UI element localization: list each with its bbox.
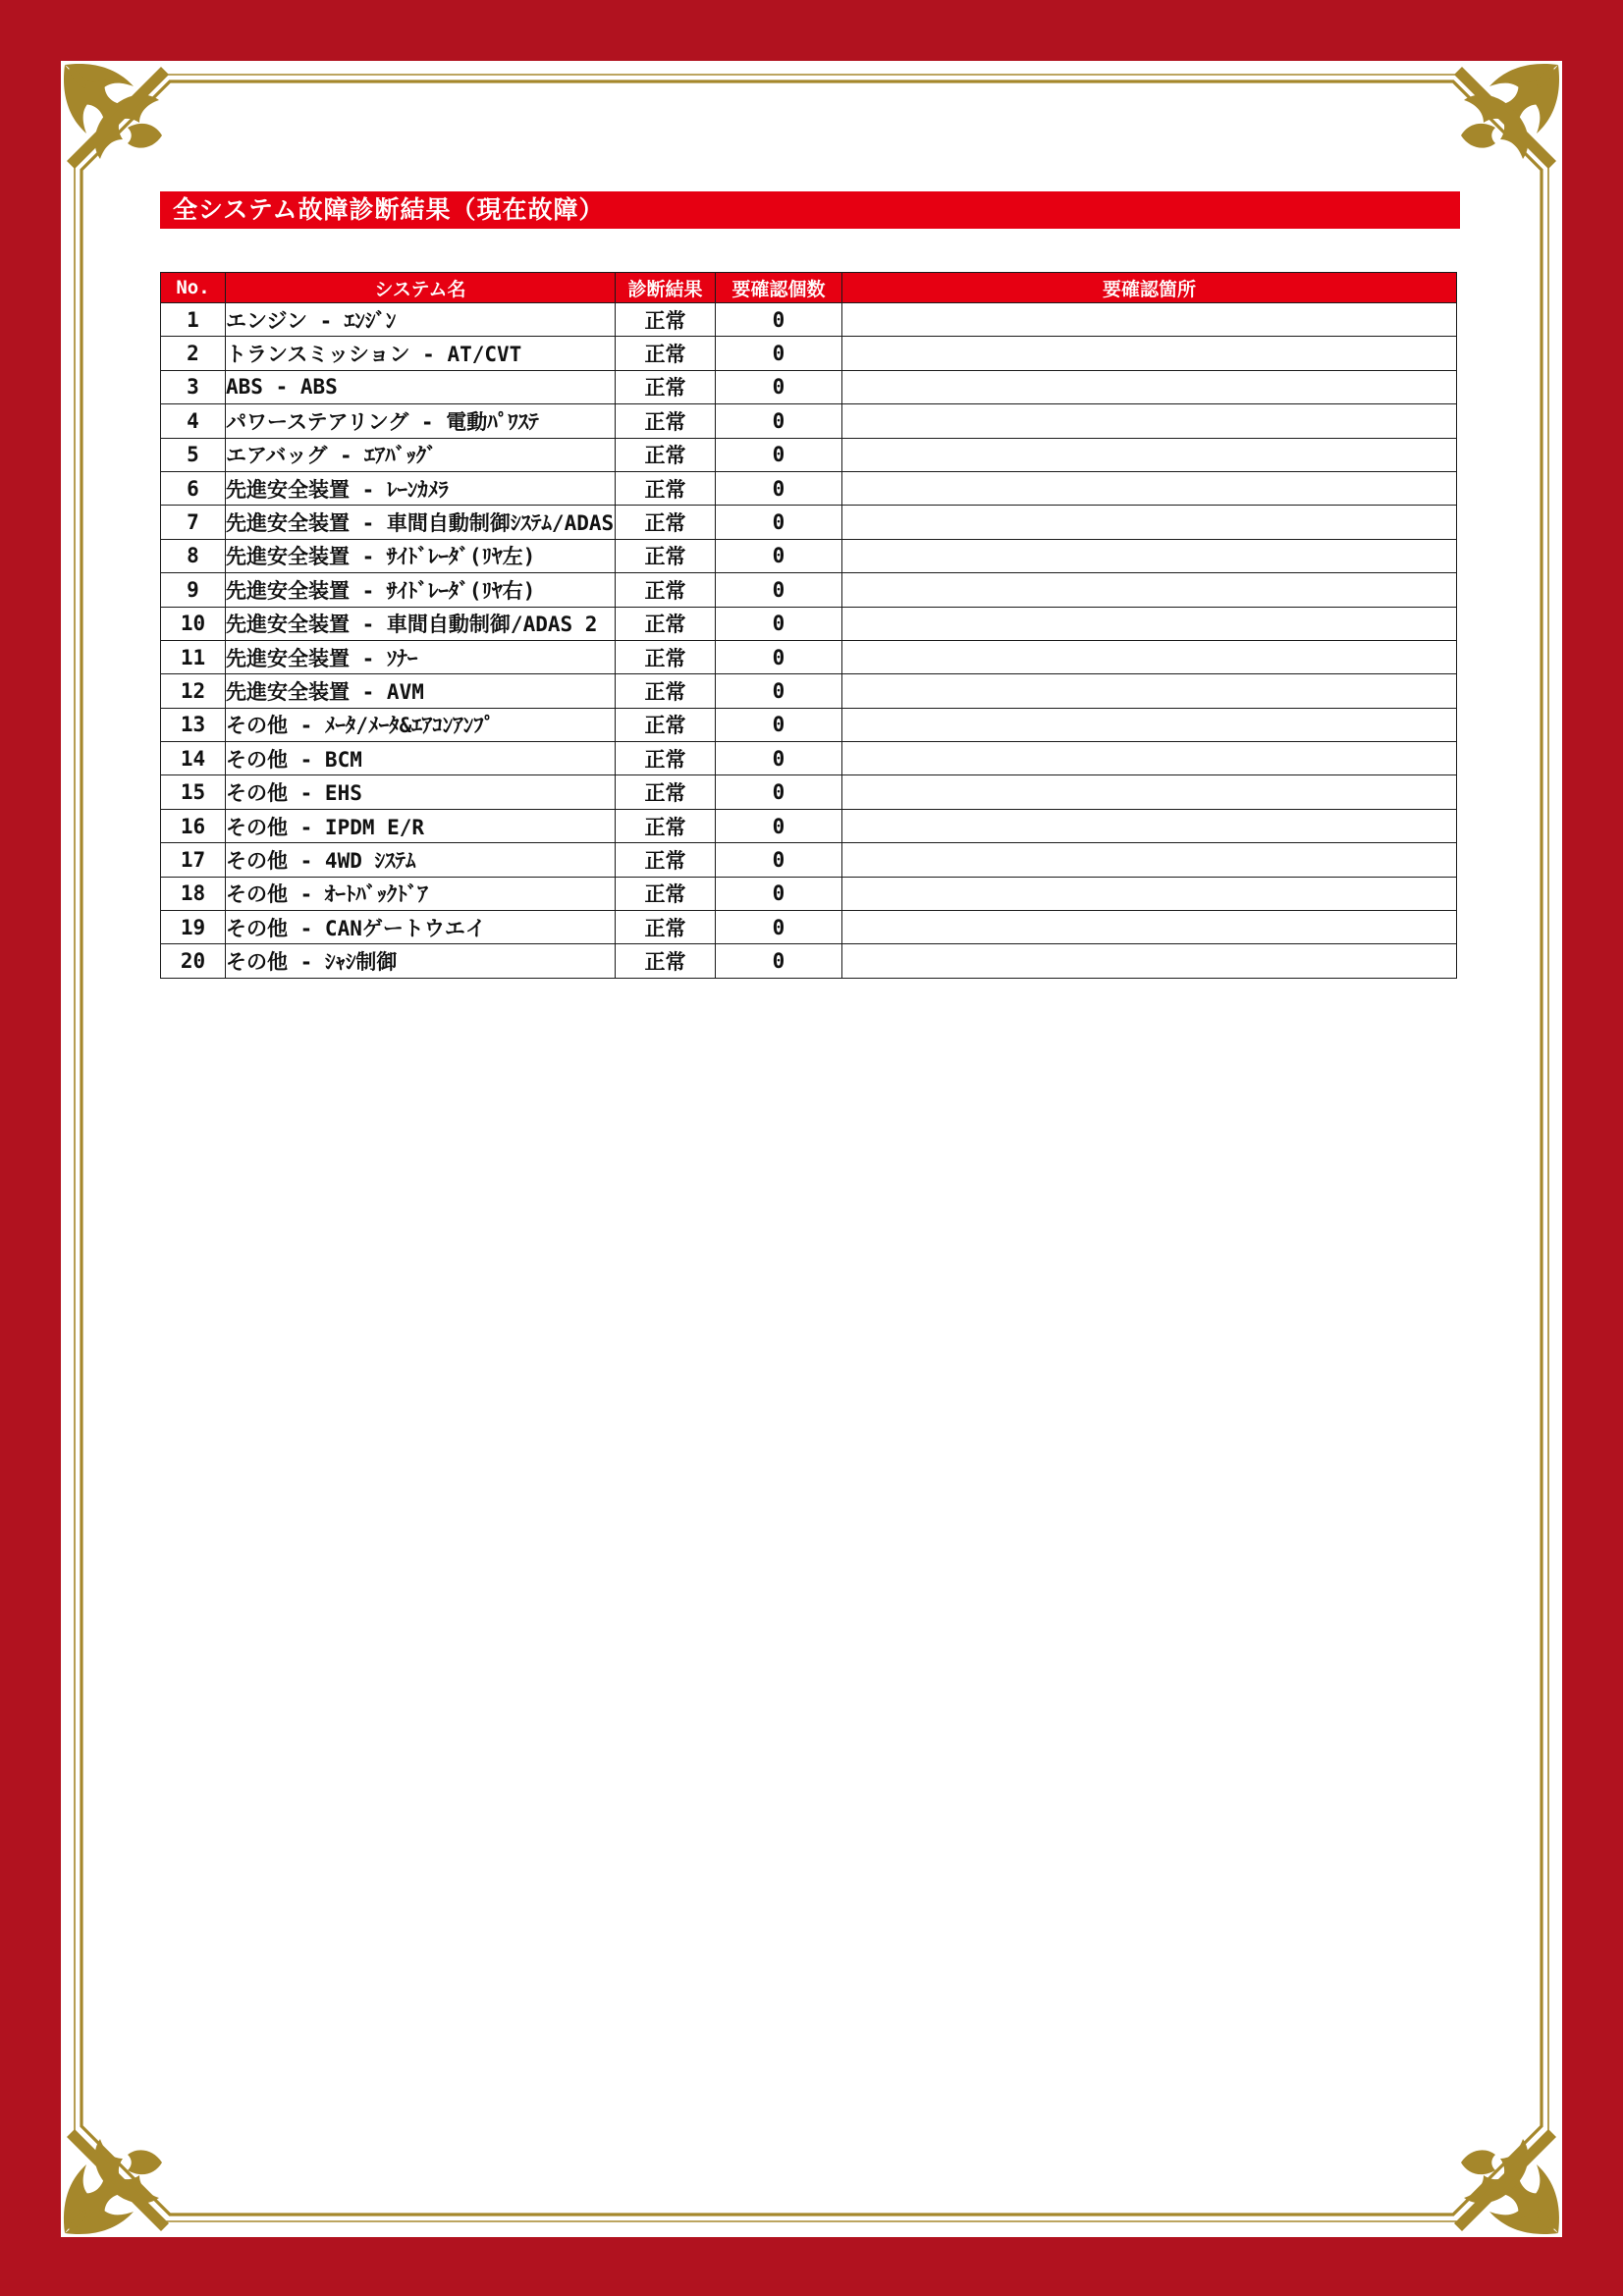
table-row — [161, 303, 1457, 337]
cell-no: 5 — [161, 438, 226, 471]
cell-no: 2 — [161, 337, 226, 370]
cell-check-location — [842, 404, 1457, 438]
table-row — [161, 640, 1457, 673]
cell-diagnosis-result: 正常 — [616, 337, 716, 370]
column-header-check-location: 要確認箇所 — [842, 273, 1457, 303]
cell-check-location — [842, 843, 1457, 877]
cell-no: 20 — [161, 944, 226, 978]
cell-check-location — [842, 607, 1457, 640]
cell-no: 18 — [161, 877, 226, 910]
cell-check-count: 0 — [716, 775, 842, 809]
cell-check-count: 0 — [716, 539, 842, 572]
diagnostic-results-table — [160, 272, 1457, 979]
cell-check-location — [842, 674, 1457, 708]
cell-check-location — [842, 775, 1457, 809]
table-row — [161, 708, 1457, 741]
cell-check-count: 0 — [716, 337, 842, 370]
table-row — [161, 674, 1457, 708]
cell-no: 19 — [161, 911, 226, 944]
cell-check-count: 0 — [716, 506, 842, 539]
cell-no: 6 — [161, 471, 226, 505]
cell-no: 9 — [161, 573, 226, 607]
cell-check-location — [842, 573, 1457, 607]
cell-diagnosis-result: 正常 — [616, 471, 716, 505]
cell-system-name: トランスミッション - AT/CVT — [226, 337, 616, 370]
table-row — [161, 573, 1457, 607]
cell-system-name: その他 - ｵｰﾄﾊﾞｯｸﾄﾞｱ — [226, 877, 616, 910]
cell-diagnosis-result: 正常 — [616, 944, 716, 978]
cell-system-name: その他 - ﾒｰﾀ/ﾒｰﾀ&ｴｱｺﾝｱﾝﾌﾟ — [226, 708, 616, 741]
report-title: 全システム故障診断結果（現在故障） — [173, 195, 605, 224]
table-row — [161, 506, 1457, 539]
cell-diagnosis-result: 正常 — [616, 911, 716, 944]
cell-system-name: 先進安全装置 - 車間自動制御ｼｽﾃﾑ/ADAS — [226, 506, 616, 539]
column-header-check-count: 要確認個数 — [716, 273, 842, 303]
cell-system-name: エンジン - ｴﾝｼﾞﾝ — [226, 303, 616, 337]
cell-diagnosis-result: 正常 — [616, 742, 716, 775]
cell-no: 13 — [161, 708, 226, 741]
cell-system-name: その他 - ｼｬｼ制御 — [226, 944, 616, 978]
cell-system-name: その他 - BCM — [226, 742, 616, 775]
cell-check-count: 0 — [716, 944, 842, 978]
table-row — [161, 742, 1457, 775]
cell-check-count: 0 — [716, 438, 842, 471]
cell-system-name: 先進安全装置 - ｻｲﾄﾞﾚｰﾀﾞ(ﾘﾔ左) — [226, 539, 616, 572]
cell-check-location — [842, 742, 1457, 775]
cell-check-count: 0 — [716, 843, 842, 877]
cell-check-location — [842, 944, 1457, 978]
cell-system-name: エアバッグ - ｴｱﾊﾞｯｸﾞ — [226, 438, 616, 471]
cell-diagnosis-result: 正常 — [616, 843, 716, 877]
cell-check-count: 0 — [716, 674, 842, 708]
cell-no: 12 — [161, 674, 226, 708]
table-body — [161, 303, 1457, 979]
cell-system-name: その他 - CANゲートウエイ — [226, 911, 616, 944]
table-row — [161, 404, 1457, 438]
cell-diagnosis-result: 正常 — [616, 506, 716, 539]
cell-check-location — [842, 303, 1457, 337]
column-header-no: No. — [161, 273, 226, 303]
cell-no: 16 — [161, 809, 226, 842]
table-row — [161, 911, 1457, 944]
cell-check-location — [842, 539, 1457, 572]
cell-system-name: その他 - 4WD ｼｽﾃﾑ — [226, 843, 616, 877]
cell-check-count: 0 — [716, 877, 842, 910]
cell-no: 8 — [161, 539, 226, 572]
cell-system-name: 先進安全装置 - ｿﾅｰ — [226, 640, 616, 673]
cell-system-name: 先進安全装置 - 車間自動制御/ADAS 2 — [226, 607, 616, 640]
cell-check-count: 0 — [716, 404, 842, 438]
cell-no: 4 — [161, 404, 226, 438]
table-row — [161, 607, 1457, 640]
table-row — [161, 337, 1457, 370]
cell-check-count: 0 — [716, 370, 842, 403]
cell-system-name: その他 - IPDM E/R — [226, 809, 616, 842]
cell-diagnosis-result: 正常 — [616, 573, 716, 607]
cell-no: 3 — [161, 370, 226, 403]
table-row — [161, 843, 1457, 877]
cell-check-location — [842, 438, 1457, 471]
cell-system-name: ABS - ABS — [226, 370, 616, 403]
table-row — [161, 370, 1457, 403]
table-row — [161, 539, 1457, 572]
cell-check-location — [842, 640, 1457, 673]
cell-check-location — [842, 877, 1457, 910]
cell-system-name: パワーステアリング - 電動ﾊﾟﾜｽﾃ — [226, 404, 616, 438]
cell-diagnosis-result: 正常 — [616, 370, 716, 403]
cell-check-location — [842, 809, 1457, 842]
table-row — [161, 775, 1457, 809]
table-header — [161, 273, 1457, 303]
cell-diagnosis-result: 正常 — [616, 708, 716, 741]
cell-diagnosis-result: 正常 — [616, 674, 716, 708]
cell-diagnosis-result: 正常 — [616, 404, 716, 438]
cell-check-count: 0 — [716, 708, 842, 741]
cell-system-name: 先進安全装置 - AVM — [226, 674, 616, 708]
cell-check-count: 0 — [716, 303, 842, 337]
cell-check-location — [842, 708, 1457, 741]
cell-check-count: 0 — [716, 911, 842, 944]
cell-diagnosis-result: 正常 — [616, 640, 716, 673]
cell-diagnosis-result: 正常 — [616, 438, 716, 471]
cell-system-name: その他 - EHS — [226, 775, 616, 809]
cell-no: 10 — [161, 607, 226, 640]
cell-check-location — [842, 370, 1457, 403]
cell-no: 11 — [161, 640, 226, 673]
table-row — [161, 877, 1457, 910]
cell-diagnosis-result: 正常 — [616, 877, 716, 910]
table-row — [161, 438, 1457, 471]
cell-diagnosis-result: 正常 — [616, 539, 716, 572]
cell-check-location — [842, 337, 1457, 370]
cell-check-count: 0 — [716, 471, 842, 505]
cell-check-location — [842, 911, 1457, 944]
table-row — [161, 944, 1457, 978]
cell-check-location — [842, 506, 1457, 539]
cell-diagnosis-result: 正常 — [616, 607, 716, 640]
cell-diagnosis-result: 正常 — [616, 303, 716, 337]
cell-no: 1 — [161, 303, 226, 337]
cell-check-count: 0 — [716, 809, 842, 842]
cell-check-count: 0 — [716, 640, 842, 673]
cell-check-count: 0 — [716, 573, 842, 607]
cell-diagnosis-result: 正常 — [616, 775, 716, 809]
cell-no: 14 — [161, 742, 226, 775]
cell-system-name: 先進安全装置 - ﾚｰﾝｶﾒﾗ — [226, 471, 616, 505]
table-row — [161, 809, 1457, 842]
column-header-system-name: システム名 — [226, 273, 616, 303]
column-header-diagnosis-result: 診断結果 — [616, 273, 716, 303]
cell-check-count: 0 — [716, 607, 842, 640]
cell-no: 15 — [161, 775, 226, 809]
cell-no: 17 — [161, 843, 226, 877]
table-row — [161, 471, 1457, 505]
cell-system-name: 先進安全装置 - ｻｲﾄﾞﾚｰﾀﾞ(ﾘﾔ右) — [226, 573, 616, 607]
report-title-bar — [160, 191, 1460, 229]
cell-diagnosis-result: 正常 — [616, 809, 716, 842]
cell-check-count: 0 — [716, 742, 842, 775]
cell-no: 7 — [161, 506, 226, 539]
cell-check-location — [842, 471, 1457, 505]
